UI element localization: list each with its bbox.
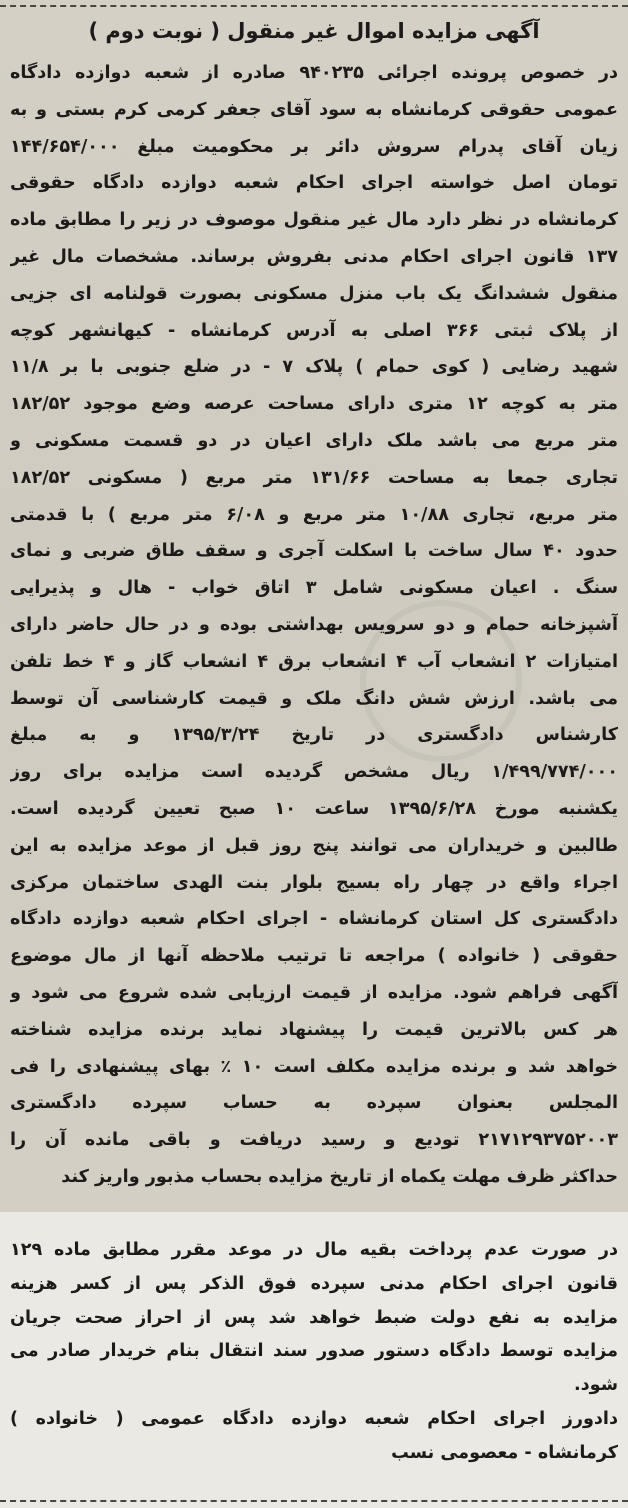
text-line: عمومی حقوقی کرمانشاه به سود آقای جعفر کرمی کرم بستی و به — [10, 99, 618, 120]
text-line: متر مربع می باشد ملک دارای اعیان در دو قسمت مسکونی و — [10, 431, 618, 451]
text-line: دادورز اجرای احکام شعبه دوازده دادگاه عمومی ( خانواده ) — [10, 1409, 618, 1429]
text-line: شهید رضایی ( کوی حمام ) پلاک ۷ - در ضلع جنوبی با بر ۱۱/۸ — [10, 357, 618, 378]
text-line: ۲۱۷۱۲۹۳۷۵۲۰۰۳ تودیع و رسید دریافت و باقی مانده آن را — [10, 1130, 618, 1151]
text-line: ۱۳۷ قانون اجرای احکام مدنی بفروش برساند. مشخصات مال غیر — [10, 247, 618, 267]
text-line: ۱/۴۹۹/۷۷۴/۰۰۰ ریال مشخص گردیده است مزایده برای روز — [10, 762, 618, 783]
text-line: خواهد شد و برنده مزایده مکلف است ۱۰ ٪ بهای پیشنهادی را فی — [10, 1056, 618, 1077]
text-line: اجراء واقع در چهار راه بسیج بلوار بنت الهدی ساختمان مرکزی — [10, 872, 618, 893]
text-line: آشپزخانه حمام و دو سرویس بهداشتی بوده و در حال حاضر دارای — [10, 615, 618, 635]
text-line: هر کس بالاترین قیمت را پیشنهاد نماید برنده مزایده شناخته — [10, 1019, 618, 1040]
text-line: قانون اجرای احکام مدنی سپرده فوق الذکر پس از کسر هزینه — [10, 1273, 618, 1294]
bottom-dashed-divider — [0, 1500, 628, 1502]
text-line: دادگستری کل استان کرمانشاه - اجرای احکام شعبه دوازده دادگاه — [10, 909, 618, 930]
text-line: زیان آقای پدرام سروش دائر بر محکومیت مبلغ ۱۴۴/۶۵۴/۰۰۰ — [10, 136, 618, 157]
text-line: مزایده توسط دادگاه دستور صدور سند انتقال بنام خریدار صادر می — [10, 1341, 618, 1362]
top-dashed-divider — [0, 5, 628, 7]
text-line: کرمانشاه - معصومی نسب — [391, 1442, 618, 1463]
text-line: کارشناس دادگستری در تاریخ ۱۳۹۵/۳/۲۴ و به مبلغ — [10, 725, 618, 746]
text-line: متر مربع، تجاری ۱۰/۸۸ متر مربع و ۶/۰۸ متر مربع ) با قدمتی — [10, 504, 618, 525]
text-line: حدود ۴۰ سال ساخت با اسکلت آجری و سقف طاق ضربی و نمای — [10, 541, 618, 562]
notice-title: آگهی مزایده اموال غیر منقول ( نوبت دوم ) — [88, 19, 540, 43]
text-line: سنگ . اعیان مسکونی شامل ۳ اتاق خواب - هال و پذیرایی — [10, 578, 618, 599]
text-line: کرمانشاه در نظر دارد مال غیر منقول موصوف در زیر را مطابق ماده — [10, 210, 618, 231]
text-line: المجلس بعنوان سپرده به حساب سپرده دادگستری — [10, 1093, 618, 1114]
text-line: منقول ششدانگ یک باب منزل مسکونی بصورت قولنامه ای جزیی — [10, 283, 618, 304]
text-line: امتیازات ۲ انشعاب آب ۴ انشعاب برق ۴ انشعاب گاز و ۴ خط تلفن — [10, 651, 618, 672]
text-line: آگهی فراهم شود. مزایده از قیمت ارزیابی شده شروع می شود و — [10, 983, 618, 1003]
text-line: حداکثر ظرف مهلت یکماه از تاریخ مزایده بحساب مذبور واریز کند — [61, 1167, 618, 1187]
text-line: متر به کوچه ۱۲ متری دارای مساحت عرصه وضع موجود ۱۸۲/۵۲ — [10, 394, 618, 415]
text-line: می باشد. ارزش شش دانگ ملک و قیمت کارشناسی آن توسط — [10, 688, 618, 709]
text-line: تومان اصل خواسته اجرای احکام شعبه دوازده دادگاه حقوقی — [10, 173, 618, 194]
text-line: حقوقی ( خانواده ) مراجعه تا ترتیب ملاحظه آنها از مال موضوع — [10, 946, 618, 967]
text-line: در خصوص پرونده اجرائی ۹۴۰۲۳۵ صادره از شعبه دوازده دادگاه — [10, 63, 618, 83]
text-line: یکشنبه مورخ ۱۳۹۵/۶/۲۸ ساعت ۱۰ صبح تعیین گردیده است. — [10, 799, 618, 819]
text-line: طالبین و خریداران می توانند پنج روز قبل از موعد مزایده به این — [10, 835, 618, 856]
text-line: مزایده به نفع دولت ضبط خواهد شد پس از احراز صحت جریان — [10, 1307, 618, 1328]
text-line: در صورت عدم پرداخت بقیه مال در موعد مقرر مطابق ماده ۱۲۹ — [10, 1240, 618, 1260]
text-line: شود. — [573, 1375, 618, 1396]
text-line: از پلاک ثبتی ۳۶۶ اصلی به آدرس کرمانشاه - کیهانشهر کوچه — [10, 320, 618, 341]
text-line: تجاری جمعا به مساحت ۱۳۱/۶۶ متر مربع ( مسکونی ۱۸۲/۵۲ — [10, 467, 618, 488]
